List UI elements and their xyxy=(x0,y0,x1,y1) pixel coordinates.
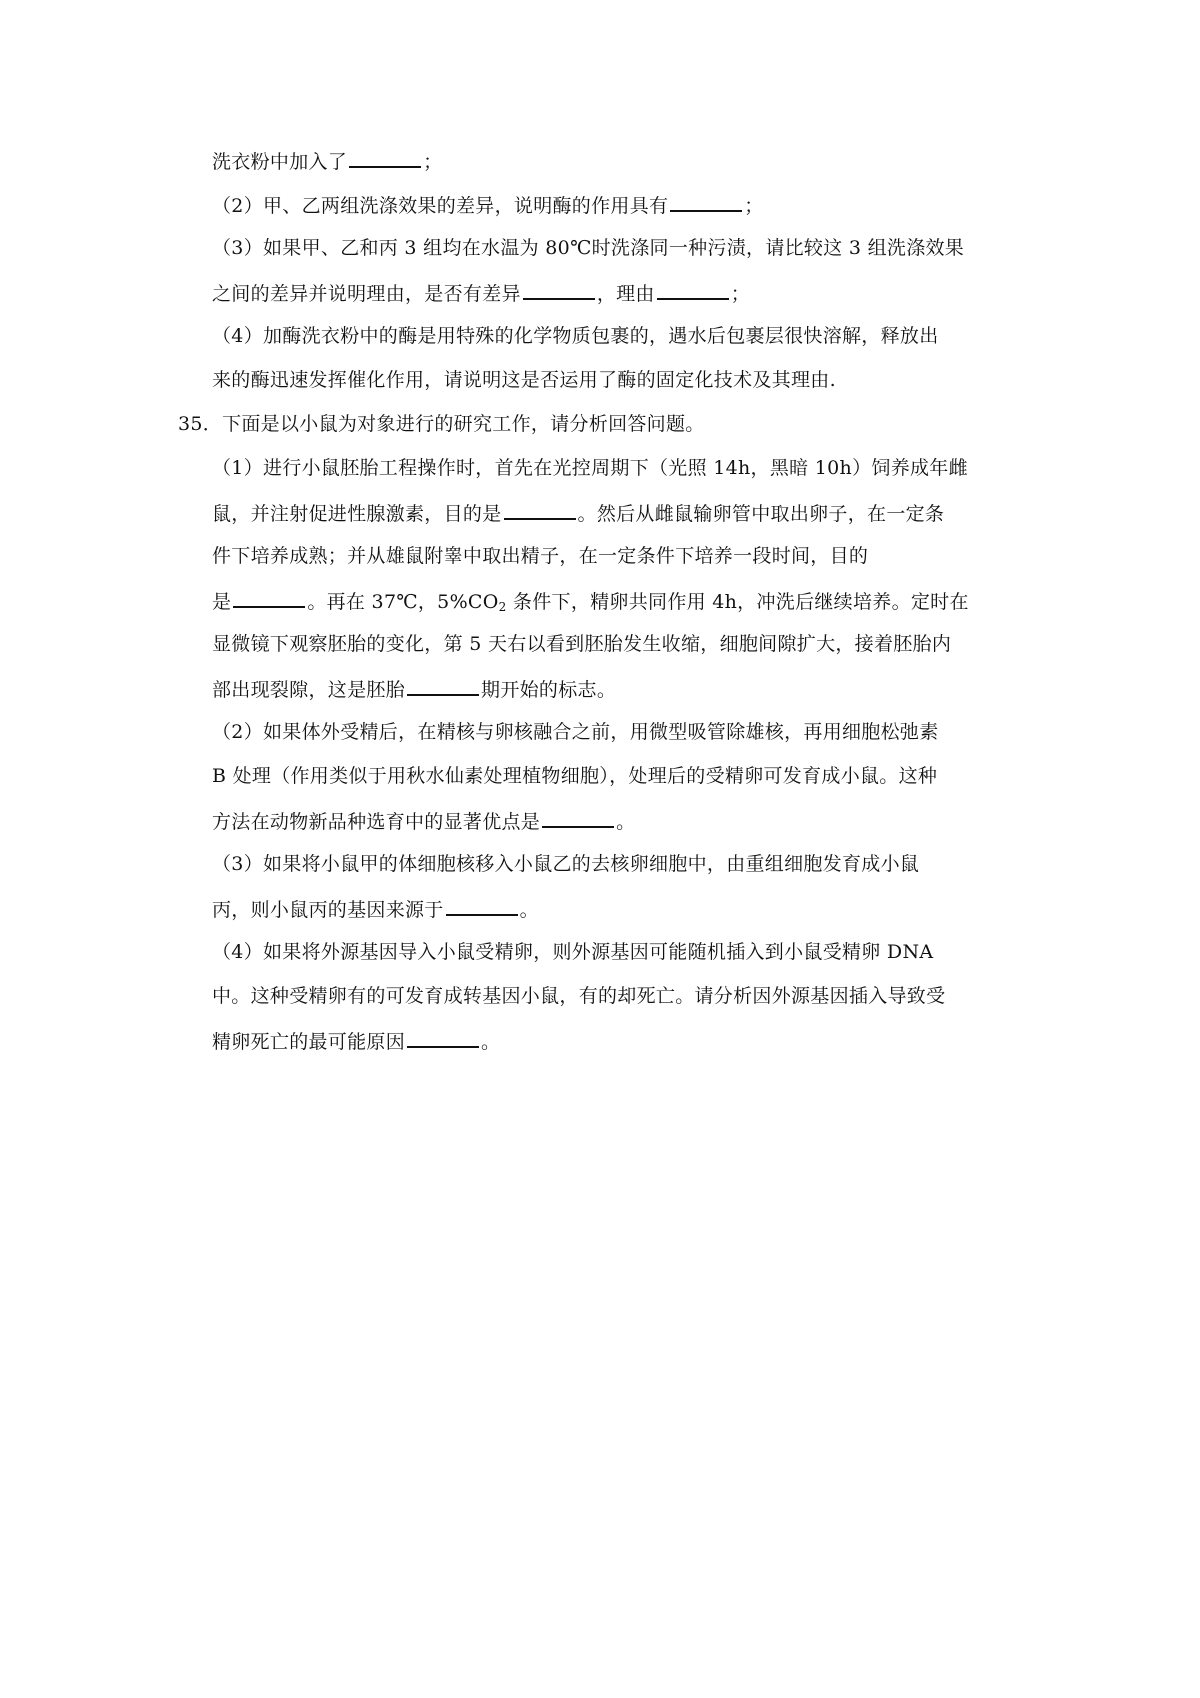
q35-part-4-line-3 xyxy=(212,1026,500,1056)
q35-part-1-text-d2: 。再在 37℃，5%CO xyxy=(307,591,499,613)
q35-part-3-line-2 xyxy=(212,894,539,924)
q35-part-2-line-1 xyxy=(212,718,939,746)
q35-part-3-text-a: （3）如果将小鼠甲的体细胞核移入小鼠乙的去核卵细胞中，由重组细胞发育成小鼠 xyxy=(212,853,920,875)
q35-part-4-text-c1: 精卵死亡的最可能原因 xyxy=(212,1031,406,1053)
q35-heading xyxy=(178,410,705,438)
q35-part-1-text-a: （1）进行小鼠胚胎工程操作时，首先在光控周期下（光照 14h，黑暗 10h）饲养成年雌 xyxy=(212,457,968,479)
q35-part-3-text-b2: 。 xyxy=(519,899,539,921)
q35-part-4-line-1 xyxy=(212,938,933,966)
q34-line-1 xyxy=(212,146,442,176)
q35-part-4-text-b: 中。这种受精卵有的可发育成转基因小鼠，有的却死亡。请分析因外源基因插入导致受 xyxy=(212,985,946,1007)
answer-blank[interactable] xyxy=(407,1026,479,1048)
q35-part-2-text-c1: 方法在动物新品种选育中的显著优点是 xyxy=(212,811,541,833)
q35-part-1-text-c: 件下培养成熟；并从雄鼠附睾中取出精子，在一定条件下培养一段时间，目的 xyxy=(212,545,869,567)
q35-part-1-text-d1: 是 xyxy=(212,591,232,613)
q35-part-1-text-f1: 部出现裂隙，这是胚胎 xyxy=(212,679,406,701)
q34-part-4-line-2 xyxy=(212,366,836,394)
q34-part-2 xyxy=(212,190,764,220)
q35-part-4-line-2 xyxy=(212,982,945,1010)
q35-part-4-text-c2: 。 xyxy=(481,1031,501,1053)
q34-part-2-text: （2）甲、乙两组洗涤效果的差异，说明酶的作用具有 xyxy=(212,195,669,217)
answer-blank[interactable] xyxy=(523,278,595,300)
q35-part-3-line-1 xyxy=(212,850,919,878)
q35-part-1-line-1 xyxy=(212,454,968,482)
answer-blank[interactable] xyxy=(407,674,479,696)
q35-part-1-line-3 xyxy=(212,542,868,570)
co2-subscript: 2 xyxy=(498,600,507,614)
q35-part-1-text-b1: 鼠，并注射促进性腺激素，目的是 xyxy=(212,503,502,525)
q35-part-1-line-2 xyxy=(212,498,944,528)
q34-part-4-line-1 xyxy=(212,322,939,350)
q35-part-4-text-a: （4）如果将外源基因导入小鼠受精卵，则外源基因可能随机插入到小鼠受精卵 DNA xyxy=(212,941,934,963)
answer-blank[interactable] xyxy=(349,146,421,168)
q35-part-1-line-6 xyxy=(212,674,616,704)
q35-part-1-text-e: 显微镜下观察胚胎的变化，第 5 天右以看到胚胎发生收缩，细胞间隙扩大，接着胚胎内 xyxy=(212,633,952,655)
q35-part-2-line-3 xyxy=(212,806,635,836)
q35-heading-text: 35．下面是以小鼠为对象进行的研究工作，请分析回答问题。 xyxy=(178,413,705,435)
answer-blank[interactable] xyxy=(233,586,305,608)
q34-part-3-text-a: （3）如果甲、乙和丙 3 组均在水温为 80℃时洗涤同一种污渍，请比较这 3 组洗涤效果 xyxy=(212,237,965,259)
q35-part-2-line-2 xyxy=(212,762,937,790)
q34-part-2-end: ； xyxy=(744,195,764,217)
q34-part-3-line-1 xyxy=(212,234,964,262)
answer-blank[interactable] xyxy=(670,190,742,212)
q35-part-2-text-a: （2）如果体外受精后，在精核与卵核融合之前，用微型吸管除雄核，再用细胞松弛素 xyxy=(212,721,939,743)
answer-blank[interactable] xyxy=(542,806,614,828)
q35-part-1-text-b2: 。然后从雌鼠输卵管中取出卵子，在一定条 xyxy=(577,503,945,525)
q35-part-1-line-5 xyxy=(212,630,951,658)
answer-blank[interactable] xyxy=(504,498,576,520)
q34-part-3-line-2 xyxy=(212,278,750,308)
q35-part-2-text-c2: 。 xyxy=(616,811,636,833)
q34-line-1-end: ； xyxy=(423,151,443,173)
q35-part-1-text-f2: 期开始的标志。 xyxy=(481,679,617,701)
answer-blank[interactable] xyxy=(657,278,729,300)
q34-part-4-text-b: 来的酶迅速发挥催化作用，请说明这是否运用了酶的固定化技术及其理由. xyxy=(212,369,836,391)
q35-part-1-text-d3: 条件下，精卵共同作用 4h，冲洗后继续培养。定时在 xyxy=(506,591,969,613)
q34-part-4-text-a: （4）加酶洗衣粉中的酶是用特殊的化学物质包裹的，遇水后包裹层很快溶解，释放出 xyxy=(212,325,939,347)
q34-part-3-text-b2: ，理由 xyxy=(596,283,655,305)
q35-part-2-text-b: B 处理（作用类似于用秋水仙素处理植物细胞），处理后的受精卵可发育成小鼠。这种 xyxy=(212,765,938,787)
q34-line-1-text: 洗衣粉中加入了 xyxy=(212,151,348,173)
answer-blank[interactable] xyxy=(446,894,518,916)
q35-part-3-text-b1: 丙，则小鼠丙的基因来源于 xyxy=(212,899,444,921)
q34-part-3-end: ； xyxy=(730,283,751,305)
q34-part-3-text-b1: 之间的差异并说明理由，是否有差异 xyxy=(212,283,521,305)
q35-part-1-line-4 xyxy=(212,586,969,621)
